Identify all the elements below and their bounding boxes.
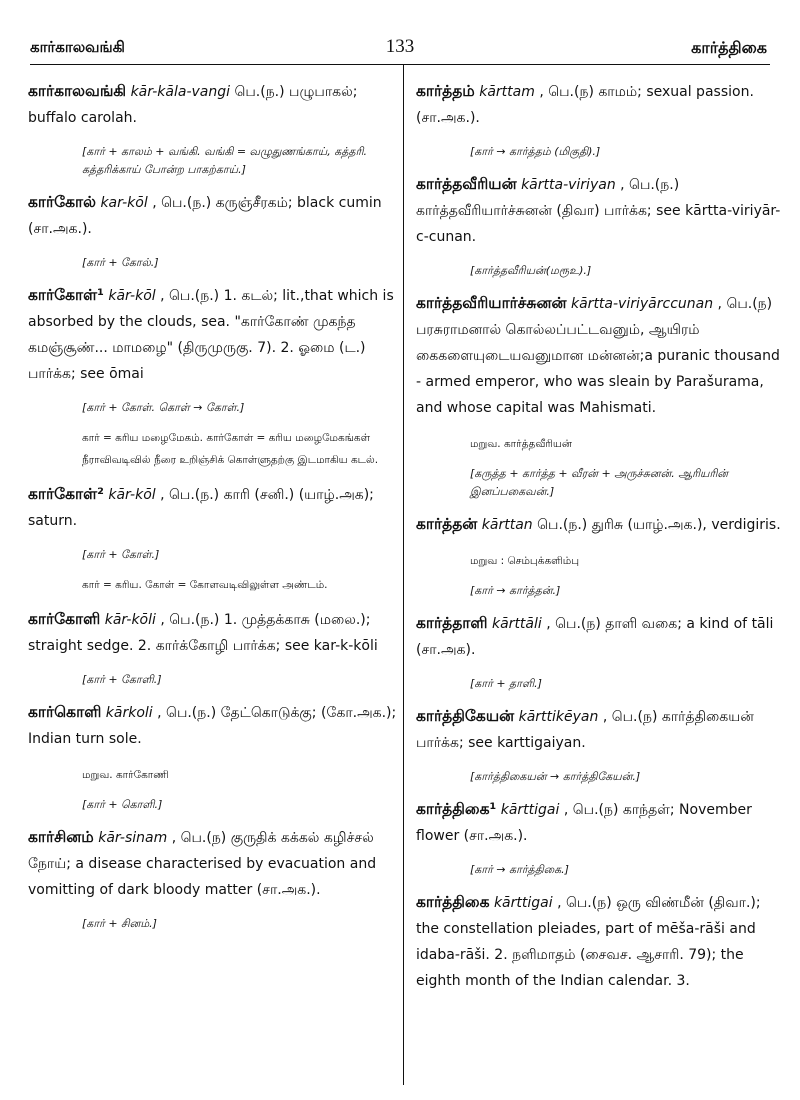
entry-etymology: [கார் + கோள்.] bbox=[82, 548, 160, 561]
dictionary-entry bbox=[28, 481, 400, 534]
entry-etymology: [கார் + கொளி.] bbox=[82, 798, 163, 811]
entry-etymology: [கார் + காலம் + வங்கி. வங்கி = வழுதுணங்காய், கத்தரி. கத்தரிக்காய் போன்ற பாகற்காய்.] bbox=[82, 145, 368, 176]
entry-headword: கார்கோளி bbox=[28, 610, 101, 628]
entry-headword: கார்த்தம் bbox=[416, 82, 475, 100]
entry-transliteration: kārttigai bbox=[500, 802, 560, 818]
entry-definition: , பெ.(ந.) 1. முத்தக்காசு (மலை.); straight sedge. 2. கார்க்கோழி பார்க்க; see kar-k-kōli bbox=[28, 612, 378, 654]
entry-transliteration: kārtta-viriyan bbox=[521, 177, 616, 193]
header-left-guideword: கார்காலவங்கி bbox=[30, 38, 125, 56]
left-column bbox=[28, 78, 400, 943]
entry-definition: , பெ.(ந.) 1. கடல்; lit.,that which is absorbed by the clouds, sea. "கார்கோண் முகந்த கமஞ்சூண்... மாமழை" (திருமுருகு. 7). 2. ஓமை (ட.) பார்க்க; see ōmai bbox=[28, 288, 394, 382]
entry-definition: பெ.(ந.) பழுபாகல்; buffalo carolah. bbox=[28, 84, 358, 126]
entry-transliteration: kār-sinam bbox=[98, 830, 168, 846]
entry-etymology: [கார் + தாளி.] bbox=[470, 677, 542, 690]
entry-definition: , பெ.(ந) குருதிக் கக்கல் கழிச்சல் நோய்; a disease characterised by evacuation and vomitting of dark bloody matter (சா.அக.). bbox=[28, 830, 377, 898]
entry-headword: கார்கொளி bbox=[28, 703, 102, 721]
entry-etymology: [கார் → கார்த்திகை.] bbox=[470, 863, 569, 876]
entry-etymology: [கார் + கோள். கொள் → கோள்.] bbox=[82, 401, 245, 414]
entry-definition: பெ.(ந.) துரிசு (யாழ்.அக.), verdigiris. bbox=[537, 517, 781, 533]
entry-headword: கார்த்திகை bbox=[416, 893, 490, 911]
dictionary-entry bbox=[28, 606, 400, 659]
entry-definition: , பெ.(ந) தாளி வகை; a kind of tāli (சா.அக). bbox=[416, 616, 774, 658]
dictionary-entry bbox=[416, 889, 788, 994]
dictionary-entry bbox=[416, 703, 788, 756]
dictionary-entry bbox=[28, 699, 400, 752]
entry-explanation: கார் = கரிய. கோள் = கோளவடிவிலுள்ள அண்டம். bbox=[82, 579, 328, 591]
page-header bbox=[0, 0, 800, 57]
entry-headword: கார்கோல் bbox=[28, 193, 96, 211]
entry-headword: கார்கோள்¹ bbox=[28, 286, 104, 304]
entry-transliteration: kār-kōl bbox=[108, 288, 156, 304]
entry-headword: கார்சினம் bbox=[28, 828, 94, 846]
entry-definition: , பெ.(ந.) தேட்கொடுக்கு; (கோ.அக.); Indian turn sole. bbox=[28, 705, 397, 747]
entry-headword: கார்த்திகேயன் bbox=[416, 707, 515, 725]
entry-transliteration: kār-kāla-vangi bbox=[130, 84, 231, 100]
entry-transliteration: kar-kōl bbox=[100, 195, 148, 211]
entry-etymology: [கார் + கோளி.] bbox=[82, 673, 162, 686]
entry-synonym: மறுவ : செம்புக்களிம்பு bbox=[470, 555, 580, 567]
column-divider bbox=[403, 65, 404, 1085]
entry-etymology: [கார் → கார்த்தன்.] bbox=[470, 584, 561, 597]
entry-transliteration: kārttan bbox=[481, 517, 533, 533]
dictionary-entry bbox=[28, 189, 400, 242]
entry-etymology: [கார்த்திகையன் → கார்த்திகேயன்.] bbox=[470, 770, 641, 783]
header-right-guideword: கார்த்திகை bbox=[691, 38, 767, 57]
page-number: 133 bbox=[385, 36, 415, 57]
entry-headword: கார்கோள்² bbox=[28, 485, 104, 503]
entry-headword: கார்த்தவீரியார்ச்சுனன் bbox=[416, 294, 567, 312]
entry-transliteration: kārtta-viriyārccunan bbox=[571, 296, 714, 312]
entry-transliteration: kār-kōl bbox=[108, 487, 156, 503]
dictionary-entry bbox=[416, 511, 788, 538]
entry-definition: , பெ.(ந.) கருஞ்சீரகம்; black cumin (சா.அக.). bbox=[28, 195, 382, 237]
dictionary-entry bbox=[416, 290, 788, 421]
entry-etymology: [கார்த்தவீரியன்(மரூஉ).] bbox=[470, 264, 592, 277]
entry-definition: , பெ.(ந.) காரி (சனி.) (யாழ்.அக); saturn. bbox=[28, 487, 374, 529]
entry-transliteration: kārttikēyan bbox=[518, 709, 599, 725]
entry-definition: , பெ.(ந) பரசுராமனால் கொல்லப்பட்டவனும், ஆயிரம் கைகளையுடையவனுமான மன்னன்;a puranic thousand - armed emperor, who was sleain by Parašurama, and whose capital was Mahismati. bbox=[416, 296, 780, 416]
entry-transliteration: kārttāli bbox=[492, 616, 542, 632]
entry-headword: கார்த்தன் bbox=[416, 515, 478, 533]
right-column bbox=[416, 78, 788, 1006]
entry-transliteration: kār-kōli bbox=[104, 612, 156, 628]
entry-synonym: மறுவ. கார்த்தவீரியன் bbox=[470, 438, 573, 450]
entry-transliteration: kārttam bbox=[479, 84, 535, 100]
entry-transliteration: kārttigai bbox=[493, 895, 553, 911]
entry-transliteration: kārkoli bbox=[105, 705, 153, 721]
dictionary-entry bbox=[28, 282, 400, 387]
entry-etymology: [கார் + சினம்.] bbox=[82, 917, 157, 930]
dictionary-entry bbox=[416, 610, 788, 663]
dictionary-entry bbox=[416, 796, 788, 849]
entry-etymology: [கார் → கார்த்தம் (மிகுதி).] bbox=[470, 145, 601, 158]
entry-definition: , பெ.(ந.) கார்த்தவீரியார்ச்சுனன் (திவா) பார்க்க; see kārtta-viriyār-c-cunan. bbox=[416, 177, 781, 245]
entry-definition: , பெ.(ந) காந்தள்; November flower (சா.அக.). bbox=[416, 802, 752, 844]
entry-headword: கார்த்தாளி bbox=[416, 614, 488, 632]
entry-explanation: கார் = கரிய மழைமேகம். கார்கோள் = கரிய மழைமேகங்கள் நீராவிவடிவில் நீரை உறிஞ்சிக் கொள்ளுதற்கு இடமாகிய கடல். bbox=[82, 432, 379, 466]
entry-headword: கார்த்தவீரியன் bbox=[416, 175, 517, 193]
dictionary-entry bbox=[416, 78, 788, 131]
dictionary-entry bbox=[28, 824, 400, 903]
dictionary-entry bbox=[28, 78, 400, 131]
entry-definition: , பெ.(ந) கார்த்திகையன் பார்க்க; see karttigaiyan. bbox=[416, 709, 754, 751]
header-rule bbox=[30, 64, 770, 65]
entry-definition: , பெ.(ந) ஒரு விண்மீன் (திவா.); the constellation pleiades, part of mēša-rāši and idaba-rāši. 2. நளிமாதம் (சைவச. ஆசாரி. 79); the eighth month of the Indian calendar. 3. bbox=[416, 895, 761, 989]
entry-etymology: [கார் + கோல்.] bbox=[82, 256, 159, 269]
entry-headword: கார்த்திகை¹ bbox=[416, 800, 497, 818]
entry-definition: , பெ.(ந) காமம்; sexual passion. (சா.அக.). bbox=[416, 84, 754, 126]
dictionary-entry bbox=[416, 171, 788, 250]
entry-synonym: மறுவ. கார்கோணி bbox=[82, 769, 169, 781]
entry-headword: கார்காலவங்கி bbox=[28, 82, 127, 100]
entry-etymology: [கருத்த + கார்த்த + வீரன் + அருச்சுனன். ஆரியரின் இனப்பகைவன்.] bbox=[470, 467, 729, 498]
